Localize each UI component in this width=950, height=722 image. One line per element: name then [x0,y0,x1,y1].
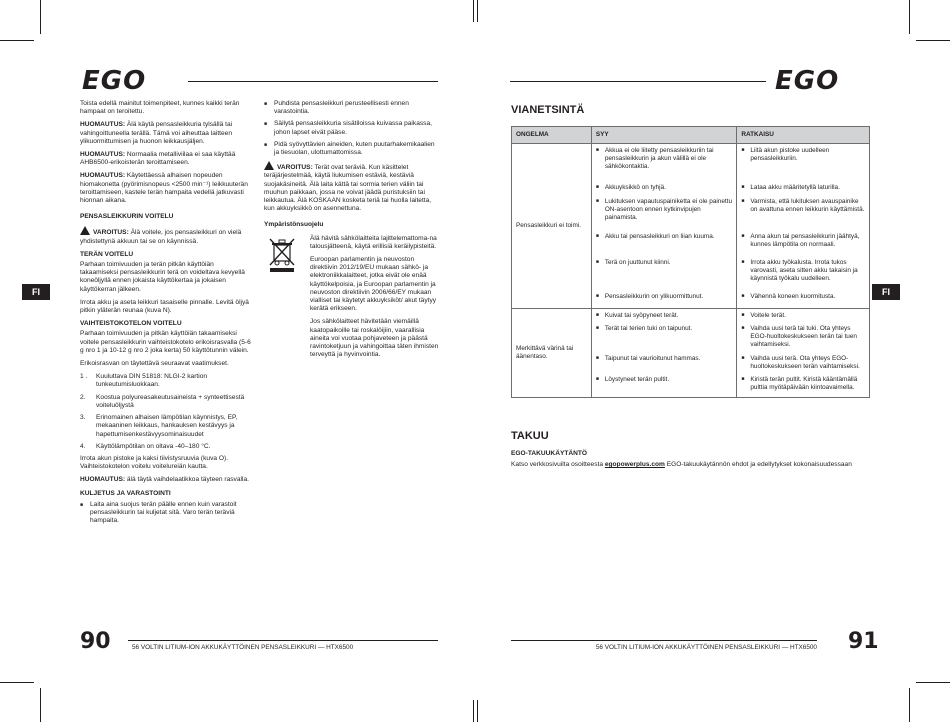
warning-label: VAROITUS: [93,229,129,237]
footer-rule-right [511,640,817,641]
gear-paragraph-3: Irrota akun pistoke ja kaksi tiivistysruuvia (kuva O). Vaihteistokotelon voitelu voitelureiän kautta. [80,454,229,471]
warranty-heading: EGO-TAKUUKÄYTÄNTÖ [511,450,588,457]
lube-heading: PENSASLEIKKURIN VOITELU [80,213,174,221]
transport-heading: KULJETUS JA VARASTOINTI [80,489,171,497]
troubleshooting-title: VIANETSINTÄ [511,104,585,116]
list-item: ■ Puhdista pensasleikkuri perusteellisesti ennen varastointia. [264,100,409,116]
warranty-link[interactable]: egopowerplus.com [604,461,665,469]
cause-cell: ■ Akkua ei ole liitetty pensasleikkuriin tai pensasleikkurin ja akun välillä ei ole sähkökontaktia. ■ Akkuyksikkö on tyhjä. ■ Lukituksen vapautuspainiketta ei ole painettu ON-asentoon ennen kytkinvipujen painamista. ■ Akku tai pensasleikkuri on liian kuuma. ■ Terä on juuttunut kiinni. ■ Pensasleikkurin on ylikuormittunut. [591,144,737,309]
list-item: 1 . Kuuluttava DIN 51818: NLGI-2 kartion tunkeutumisluokkaan. [80,373,208,389]
list-item: ■ Pidä syövyttävien aineiden, kuten puutarhakemikaalien ja tiesuolan, ulottumattomissa. [264,140,435,157]
list-item: 4. Käyttölämpötilan on oltava -40–180 °C. [80,442,211,450]
header-rule-right [510,81,766,82]
warning-icon [264,161,274,170]
crop-mark [40,688,41,722]
crop-mark [909,0,910,34]
crop-mark [40,0,41,34]
crop-mark [916,40,950,41]
note-label: HUOMAUTUS: [80,172,126,180]
troubleshooting-table [511,126,870,398]
crop-mark [909,688,910,722]
crop-mark [477,0,478,22]
page-number-right: 91 [848,629,879,654]
lube-warning [80,226,252,245]
warning-label: VAROITUS: [277,164,313,172]
problem-cell: Pensasleikkuri ei toimi. [512,144,592,309]
ego-logo-right: EGO [775,66,840,96]
table-header-row [512,127,870,144]
warranty-block [511,450,876,474]
crop-mark [473,0,474,22]
list-item: 3. Erinomainen alhaisen lämpötilan käynnistys, EP, mekaaninen leikkaus, hankauksen kestävyys ja hapettumisenkestävyysominaisuudet [80,414,238,438]
gear-paragraph-2: Erikoisrasvan on täytettävä seuraavat vaatimukset. [80,360,229,368]
left-column-2 [264,100,440,364]
list-item: 2. Koostua polyureasakeutusaineista + synteettisestä voiteluöljystä [80,393,245,409]
list-item: ■ Laita aina suojus terän päälle ennen kuin varastoit pensasleikkurin tai kuljetat sitä. Varo terän teräviä hampaita. [80,500,237,525]
solution-cell: ■ Voitele terät. ■ Vaihda uusi terä tai tuki. Ota yhteys EGO-huoltokeskukseen terän tai tuen vaihtamiseksi. ■ Vaihda uusi terä. Ota yhteys EGO-huoltokeskukseen terän vaihtamiseksi. ■ Kiristä terän pultit. Kiristä kääntämällä pulttia myötäpäivään kiintoavaimella. [737,309,870,398]
intro-text: Toista edellä mainitut toimenpiteet, kunnes kaikki terän hampaat on teroitettu. [80,100,240,116]
crop-mark [916,682,950,683]
note-3 [80,172,252,205]
column-header: RATKAISU [737,127,870,144]
environment-paragraph-3: Jos sähkölaitteet hävitetään viemäillä kaatopaikoille tai roskalöijiin, vaarallisia aineita voi vuotaa pohjaveteen ja päästä ravintoketjuun ja vahingoittaa täten ihmisten terveyttä ja hyvinvointia. [310,318,439,359]
cause-cell: ■ Kuivat tai syöpyneet terät. ■ Terät tai terien tuki on taipunut. ■ Taipunut tai vaurioitunut hammas. ■ Löystyneet terän pultit. [591,309,737,398]
blade-paragraph-1: Parhaan toimivuuden ja terän pitkän käyttöiän takaamiseksi pensasleikkurin terä on voideltava kevyellä koneöljyllä ennen jokaista käyttökertaa ja jokaisen käyttökerran jälkeen. [80,261,245,293]
warning-text: Terät ovat teräviä. Kun käsittelet teräjärjestelmää, käytä liukumisen estäviä, kestäviä suojakäsineitä. Älä laita kättä tai sormia terien väliin tai muuhun paikkaan, jossa ne voivat jäädä puristuksiin tai leikkautua. Älä KOSKAAN kosketa teriä tai huolla laitetta, kun akkuyksikkö on asennettuna. [264,164,432,213]
problem-cell: Merkittävä värinä tai äänentaso. [512,309,592,398]
weee-bin-icon [268,237,296,273]
requirements-list [80,373,252,451]
note-label: HUOMAUTUS: [80,476,126,484]
note-text: Älä käytä pensasleikkuria tylsällä tai vahingoittuneella terällä. Tämä voi aiheuttaa laitteen ylikuormittumisen ja huonon leikkausjäljen. [80,121,233,145]
solution-cell: ■ Liitä akun pistoke uudelleen pensasleikkuriin. ■ Lataa akku määritetyllä laturilla. ■ Varmista, että lukituksen avauspainike on avattuna ennen leikkurin käyttämistä. ■ Anna akun tai pensasleikkurin jäähtyä, kunnes lämpötila on normaali. ■ Irrota akku työkalusta. Irrota tukos varovasti, aseta sitten akku takaisin ja käynnistä työkalu uudelleen. ■ Vähennä koneen kuormitusta. [737,144,870,309]
column-header: ONGELMA [512,127,592,144]
warning-text: Älä voitele, jos pensasleikkuri on vielä yhdistettynä akkuun tai se on käynnissä. [80,229,242,245]
warranty-text: Katso verkkosivuilta osoitteesta egopowerplus.com EGO-takuukäytännön ehdot ja edellytykset kokonaisuudessaan [511,461,852,469]
crop-mark [477,700,478,722]
environment-paragraph-2: Euroopan parlamentin ja neuvoston direktiivin 2012/19/EU mukaan sähkö- ja elektroniikkalaitteet, jotka eivät ole enää käyttökelpoisia, ja Euroopan parlamentin ja neuvoston direktiivin 2006/66/EY mukaan vialliset tai käytetyt akkuyksiköt/ akut täytyy kerätä erikseen. [310,256,437,313]
footer-rule-left [128,640,438,641]
note-4 [80,476,252,484]
crop-mark [473,700,474,722]
left-column-1 [80,100,252,529]
environment-heading: Ympäristönsuojelu [264,221,324,229]
blade-paragraph-2: Irrota akku ja aseta leikkuri tasaiselle pinnalle. Levitä öljyä pitkin yläterän reunaa (kuva N). [80,298,249,315]
blade-warning [264,161,440,213]
list-item: ■ Säilytä pensasleikkuria sisätiloissa kuivassa paikassa, johon lapset eivät pääse. [264,120,432,136]
page-number-left: 90 [80,629,111,654]
note-text: älä täytä vaihdelaatikkoa täyteen rasvalla. [125,476,249,484]
gear-heading: VAIHTEISTOKOTELON VOITELU [80,320,182,328]
header-rule-left [188,81,438,82]
note-label: HUOMAUTUS: [80,121,126,129]
warranty-title: TAKUU [511,430,549,442]
gear-paragraph-1: Parhaan toimivuuden ja pitkän käyttöiän takaamiseksi voitele pensasleikkurin vaihteistokotelo erikoisrasvalla (5-6 g nro 1 ja 10-12 g nro 2 joka kerta) 50 käyttötunnin välein. [80,330,251,354]
column-header: SYY [591,127,737,144]
language-tab-left: FI [22,284,50,300]
warning-icon [80,226,90,235]
footer-title-left: 56 VOLTIN LITIUM-ION AKKUKÄYTTÖINEN PENSASLEIKKURI — HTX6500 [132,644,354,651]
footer-title-right: 56 VOLTIN LITIUM-ION AKKUKÄYTTÖINEN PENSASLEIKKURI — HTX6500 [595,644,817,651]
table-row [512,144,870,309]
crop-mark [0,682,34,683]
blade-heading: TERÄN VOITELU [80,250,134,258]
language-tab-right: FI [872,284,900,300]
note-2 [80,151,252,167]
table-row [512,309,870,398]
note-1 [80,121,252,146]
ego-logo-left: EGO [82,66,147,96]
environment-block [264,235,440,360]
environment-paragraph-1: Älä hävitä sähkölaitteita lajittelemattoma-na talousjätteenä, käytä erillisiä keräilypisteitä. [310,234,437,250]
crop-mark [0,40,34,41]
note-label: HUOMAUTUS: [80,151,126,159]
note-text: Normaalia metalliviilaa ei saa käyttää AHB6500-erikoisterän teroittamiseen. [80,151,236,167]
note-text: Käytettäessä alhaisen nopeuden hiomakonetta (pyörimisnopeus <2500 min⁻¹) leikkuuterän teroittamiseen, kastele terän hampaita vedellä jatkuvasti hionnan aikana. [80,172,248,205]
